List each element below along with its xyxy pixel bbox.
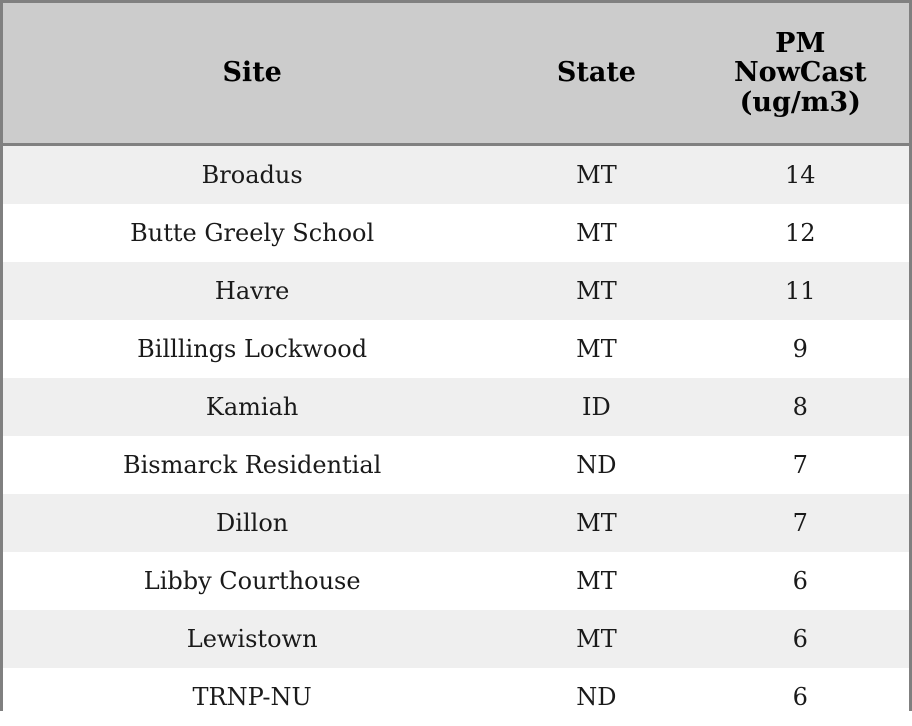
table-header <box>3 3 909 145</box>
table-row <box>3 436 909 494</box>
cell-site: Bismarck Residential <box>3 436 501 494</box>
cell-value: 6 <box>692 610 909 668</box>
cell-site: Libby Courthouse <box>3 552 501 610</box>
pm-nowcast-table <box>3 3 909 726</box>
cell-state: ND <box>501 436 691 494</box>
column-header-pm-nowcast <box>692 3 909 145</box>
cell-site: Broadus <box>3 145 501 205</box>
cell-site: Kamiah <box>3 378 501 436</box>
cell-value: 9 <box>692 320 909 378</box>
cell-site: Lewistown <box>3 610 501 668</box>
table-row <box>3 204 909 262</box>
cell-state: MT <box>501 552 691 610</box>
cell-site: Dillon <box>3 494 501 552</box>
table-row <box>3 320 909 378</box>
cell-state: MT <box>501 145 691 205</box>
table-row <box>3 610 909 668</box>
cell-value: 6 <box>692 552 909 610</box>
column-header-state-line-1: State <box>507 58 685 87</box>
table-row <box>3 145 909 205</box>
column-header-state <box>501 3 691 145</box>
cell-value: 7 <box>692 436 909 494</box>
table-row <box>3 378 909 436</box>
cell-value: 7 <box>692 494 909 552</box>
cell-site: TRNP-NU <box>3 668 501 726</box>
column-header-pm-nowcast-line-1: PM <box>698 29 903 58</box>
cell-value: 8 <box>692 378 909 436</box>
column-header-pm-nowcast-line-2: NowCast <box>698 58 903 87</box>
cell-state: MT <box>501 494 691 552</box>
cell-value: 6 <box>692 668 909 726</box>
cell-value: 14 <box>692 145 909 205</box>
cell-value: 12 <box>692 204 909 262</box>
table-row <box>3 494 909 552</box>
table-row <box>3 552 909 610</box>
cell-site: Butte Greely School <box>3 204 501 262</box>
column-header-site <box>3 3 501 145</box>
table-body <box>3 145 909 726</box>
cell-state: MT <box>501 320 691 378</box>
column-header-pm-nowcast-line-3: (ug/m3) <box>698 88 903 117</box>
cell-state: MT <box>501 262 691 320</box>
cell-state: ID <box>501 378 691 436</box>
cell-state: MT <box>501 204 691 262</box>
cell-site: Billlings Lockwood <box>3 320 501 378</box>
table-header-row <box>3 3 909 145</box>
cell-value: 11 <box>692 262 909 320</box>
cell-site: Havre <box>3 262 501 320</box>
table-row <box>3 262 909 320</box>
cell-state: ND <box>501 668 691 726</box>
column-header-site-line-1: Site <box>9 58 495 87</box>
table-row <box>3 668 909 726</box>
cell-state: MT <box>501 610 691 668</box>
